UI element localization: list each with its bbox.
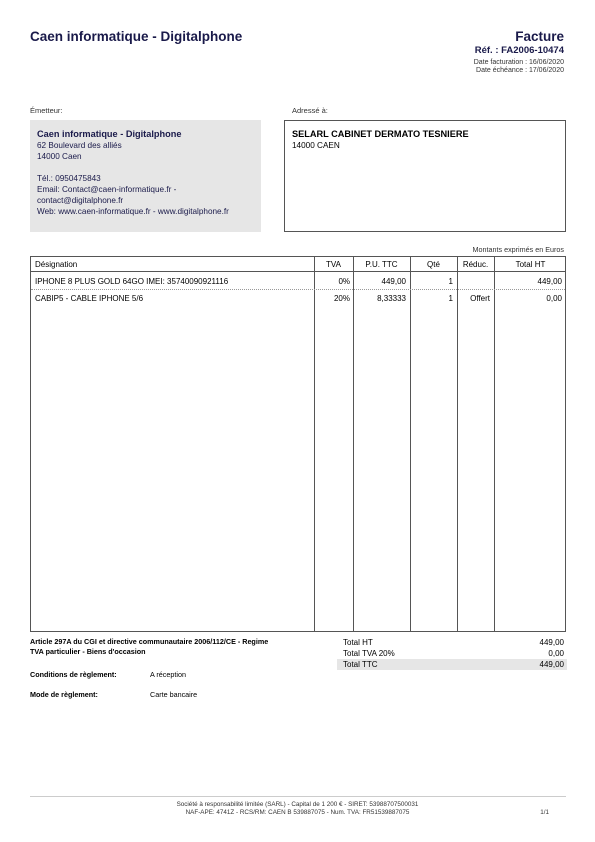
col-pu-header: P.U. TTC	[365, 260, 398, 269]
emitter-phone: Tél.: 0950475843	[37, 174, 101, 183]
emitter-email: Email: Contact@caen-informatique.fr -	[37, 185, 177, 194]
row-tva: 20%	[333, 294, 350, 303]
invoice-reference: Réf. : FA2006-10474	[474, 45, 564, 56]
legal-mention	[30, 637, 330, 657]
row-unit-price: 8,33333	[377, 294, 406, 303]
row-quantity: 1	[448, 294, 453, 303]
row-unit-price: 449,00	[381, 277, 406, 286]
total-tva-value: 0,00	[548, 649, 564, 658]
total-ht-value: 449,00	[539, 638, 564, 647]
footer-legal-line-2: NAF-APE: 4741Z - RCS/RM: CAEN B 539887075 - Num. TVA: FR51539887075	[185, 809, 410, 816]
emitter-email-2: contact@digitalphone.fr	[37, 196, 124, 205]
recipient-name: SELARL CABINET DERMATO TESNIERE	[292, 129, 469, 139]
items-table	[30, 256, 566, 632]
emitter-name: Caen informatique - Digitalphone	[37, 129, 182, 139]
legal-line-2: TVA particulier - Biens d'occasion	[30, 647, 146, 656]
row-quantity: 1	[448, 277, 453, 286]
total-tva-row	[337, 648, 567, 659]
due-date: Date échéance : 17/06/2020	[476, 67, 564, 74]
total-ttc-label: Total TTC	[343, 660, 378, 669]
footer-legal-line-1: Société à responsabilité limitée (SARL) - Capital de 1 200 € - SIRET: 53988707500031	[176, 801, 419, 808]
col-designation-header: Désignation	[35, 260, 78, 269]
total-ht-label: Total HT	[343, 638, 373, 647]
emitter-address: 62 Boulevard des alliés	[37, 141, 122, 150]
emitter-web: Web: www.caen-informatique.fr - www.digitalphone.fr	[37, 207, 229, 216]
col-qty-header: Qté	[427, 260, 440, 269]
payment-mode-value: Carte bancaire	[150, 690, 198, 699]
recipient-city: 14000 CAEN	[292, 141, 340, 150]
payment-mode-label: Mode de règlement:	[30, 690, 98, 699]
total-ttc-value: 449,00	[539, 660, 564, 669]
payment-terms-label: Conditions de règlement:	[30, 670, 117, 679]
page-number: 1/1	[540, 809, 549, 816]
row-total: 0,00	[546, 294, 562, 303]
total-ttc-row	[337, 659, 567, 670]
col-total-header: Total HT	[515, 260, 546, 269]
totals-block	[337, 637, 567, 670]
row-discount: Offert	[470, 294, 490, 303]
document-type: Facture	[515, 29, 564, 44]
total-tva-label: Total TVA 20%	[343, 649, 395, 658]
col-reduc-header: Réduc.	[462, 260, 489, 269]
payment-terms-value: A réception	[150, 670, 186, 679]
row-designation: CABIP5 - CABLE IPHONE 5/6	[35, 294, 144, 303]
company-title: Caen informatique - Digitalphone	[30, 29, 243, 44]
currency-note: Montants exprimés en Euros	[472, 245, 564, 254]
row-total: 449,00	[537, 277, 562, 286]
row-designation: IPHONE 8 PLUS GOLD 64GO IMEI: 35740090921116	[35, 277, 229, 286]
row-tva: 0%	[338, 277, 350, 286]
legal-line-1: Article 297A du CGI et directive communautaire 2006/112/CE - Regime	[30, 637, 269, 646]
emitter-label: Émetteur:	[30, 106, 63, 115]
col-tva-header: TVA	[326, 260, 341, 269]
emitter-city: 14000 Caen	[37, 152, 82, 161]
total-ht-row	[337, 637, 567, 648]
recipient-label: Adressé à:	[292, 106, 328, 115]
footer-divider	[30, 796, 566, 797]
invoice-date: Date facturation : 16/06/2020	[473, 59, 564, 66]
